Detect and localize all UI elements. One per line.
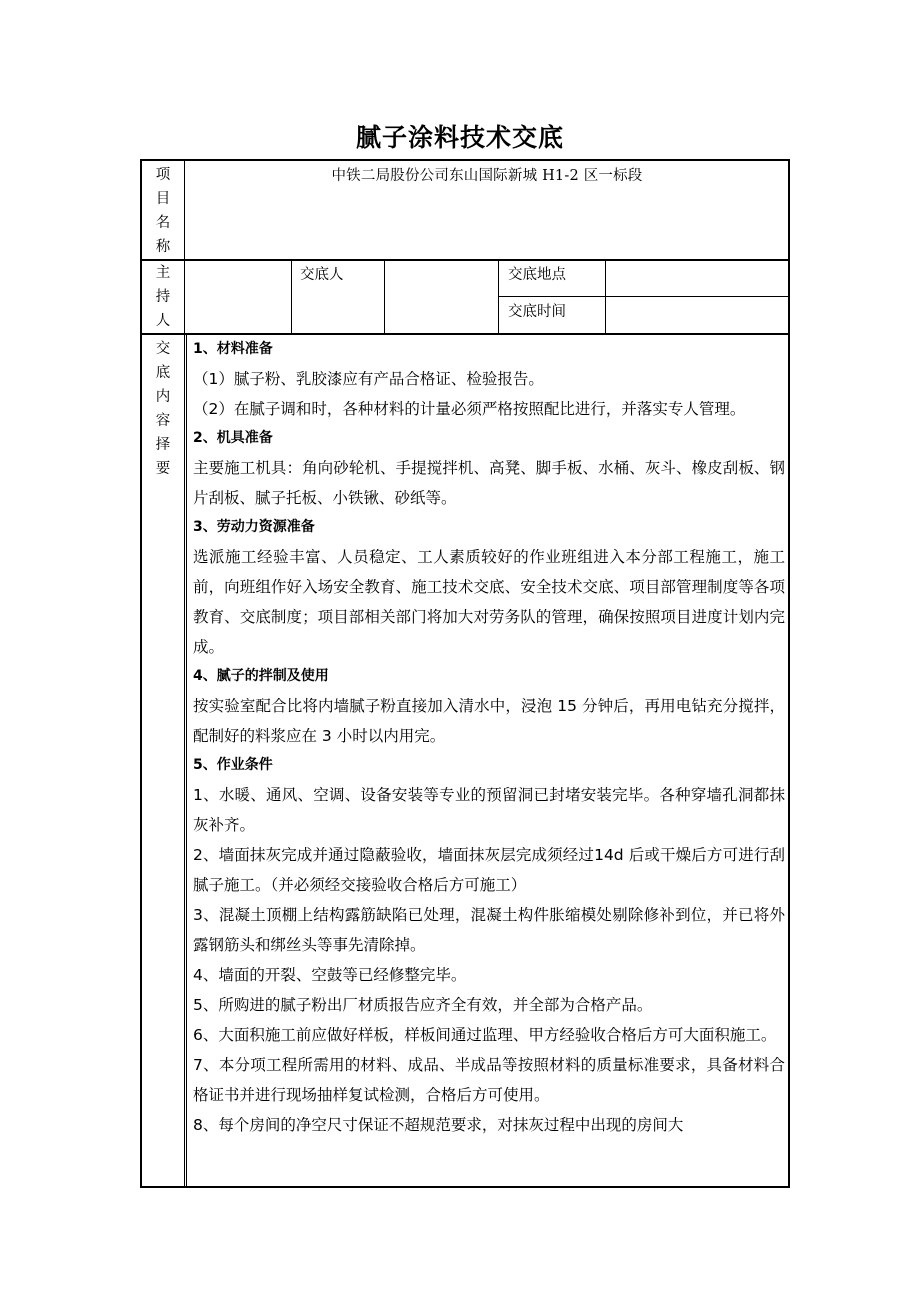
host-divider-2 bbox=[384, 261, 385, 333]
paragraph: （1）腻子粉、乳胶漆应有产品合格证、检验报告。 bbox=[193, 370, 544, 388]
section-heading: 4、腻子的拌制及使用 bbox=[193, 668, 329, 684]
row-divider-location bbox=[498, 296, 790, 297]
section-heading: 2、机具准备 bbox=[193, 430, 273, 446]
content-label-char: 容 bbox=[155, 413, 171, 429]
content-label-char: 底 bbox=[155, 365, 171, 381]
content-label-char: 择 bbox=[155, 437, 171, 453]
presenter-label: 交底人 bbox=[300, 267, 344, 283]
disclosure-content bbox=[193, 335, 785, 1188]
host-label-char: 持 bbox=[155, 289, 171, 305]
paragraph: 7、本分项工程所需用的材料、成品、半成品等按照材料的质量标准要求，具备材料合格证书并进行现场抽样复试检测，合格后方可使用。 bbox=[193, 1056, 785, 1104]
project-label-char: 项 bbox=[155, 167, 171, 183]
content-label-char: 内 bbox=[155, 389, 171, 405]
paragraph: （2）在腻子调和时，各种材料的计量必须严格按照配比进行，并落实专人管理。 bbox=[193, 400, 746, 418]
content-label-char: 要 bbox=[155, 461, 171, 477]
section-heading: 1、材料准备 bbox=[193, 341, 273, 357]
paragraph: 5、所购进的腻子粉出厂材质报告应齐全有效，并全部为合格产品。 bbox=[193, 996, 653, 1014]
paragraph: 8、每个房间的净空尺寸保证不超规范要求，对抹灰过程中出现的房间大 bbox=[193, 1116, 684, 1134]
document-title: 腻子涂料技术交底 bbox=[355, 123, 564, 152]
content-label-char: 交 bbox=[155, 341, 171, 357]
location-label: 交底地点 bbox=[508, 267, 566, 283]
label-column-divider bbox=[184, 161, 185, 1188]
paragraph: 3、混凝土顶棚上结构露筋缺陷已处理，混凝土构件胀缩模处剔除修补到位，并已将外露钢筋头和绑丝头等事先清除掉。 bbox=[193, 906, 785, 954]
project-label-char: 名 bbox=[155, 215, 171, 231]
paragraph: 选派施工经验丰富、人员稳定、工人素质较好的作业班组进入本分部工程施工，施工前，向班组作好入场安全教育、施工技术交底、安全技术交底、项目部管理制度等各项教育、交底制度；项目部相关部门将加大对劳务队的管理，确保按照项目进度计划内完成。 bbox=[193, 548, 785, 656]
project-label bbox=[142, 163, 184, 259]
paragraph: 2、墙面抹灰完成并通过隐蔽验收，墙面抹灰层完成须经过14d 后或干燥后方可进行刮腻子施工。（并必须经交接验收合格后方可施工） bbox=[193, 846, 785, 894]
host-label-char: 人 bbox=[155, 313, 171, 329]
project-label-char: 目 bbox=[155, 191, 171, 207]
paragraph: 4、墙面的开裂、空鼓等已经修整完毕。 bbox=[193, 966, 467, 984]
paragraph: 主要施工机具：角向砂轮机、手提搅拌机、高凳、脚手板、水桶、灰斗、橡皮刮板、钢片刮板、腻子托板、小铁锹、砂纸等。 bbox=[193, 459, 785, 507]
host-divider-4 bbox=[605, 261, 606, 333]
host-divider-3 bbox=[498, 261, 499, 333]
content-label bbox=[142, 337, 184, 481]
paragraph: 6、大面积施工前应做好样板，样板间通过监理、甲方经验收合格后方可大面积施工。 bbox=[193, 1026, 777, 1044]
host-label-char: 主 bbox=[155, 265, 171, 281]
project-name: 中铁二局股份公司东山国际新城 H1-2 区一标段 bbox=[331, 168, 643, 184]
row-divider-project bbox=[142, 259, 790, 261]
content-column-divider bbox=[186, 335, 187, 1188]
paragraph: 1、水暖、通风、空调、设备安装等专业的预留洞已封堵安装完毕。各种穿墙孔洞都抹灰补齐。 bbox=[193, 786, 785, 834]
paragraph: 按实验室配合比将内墙腻子粉直接加入清水中，浸泡 15 分钟后，再用电钻充分搅拌，配制好的料浆应在 3 小时以内用完。 bbox=[193, 697, 785, 745]
time-label: 交底时间 bbox=[508, 304, 566, 320]
project-label-char: 称 bbox=[155, 239, 171, 255]
host-divider-1 bbox=[291, 261, 292, 333]
host-label bbox=[142, 261, 184, 333]
section-heading: 3、劳动力资源准备 bbox=[193, 519, 315, 535]
disclosure-table bbox=[140, 159, 790, 1188]
section-heading: 5、作业条件 bbox=[193, 757, 273, 773]
